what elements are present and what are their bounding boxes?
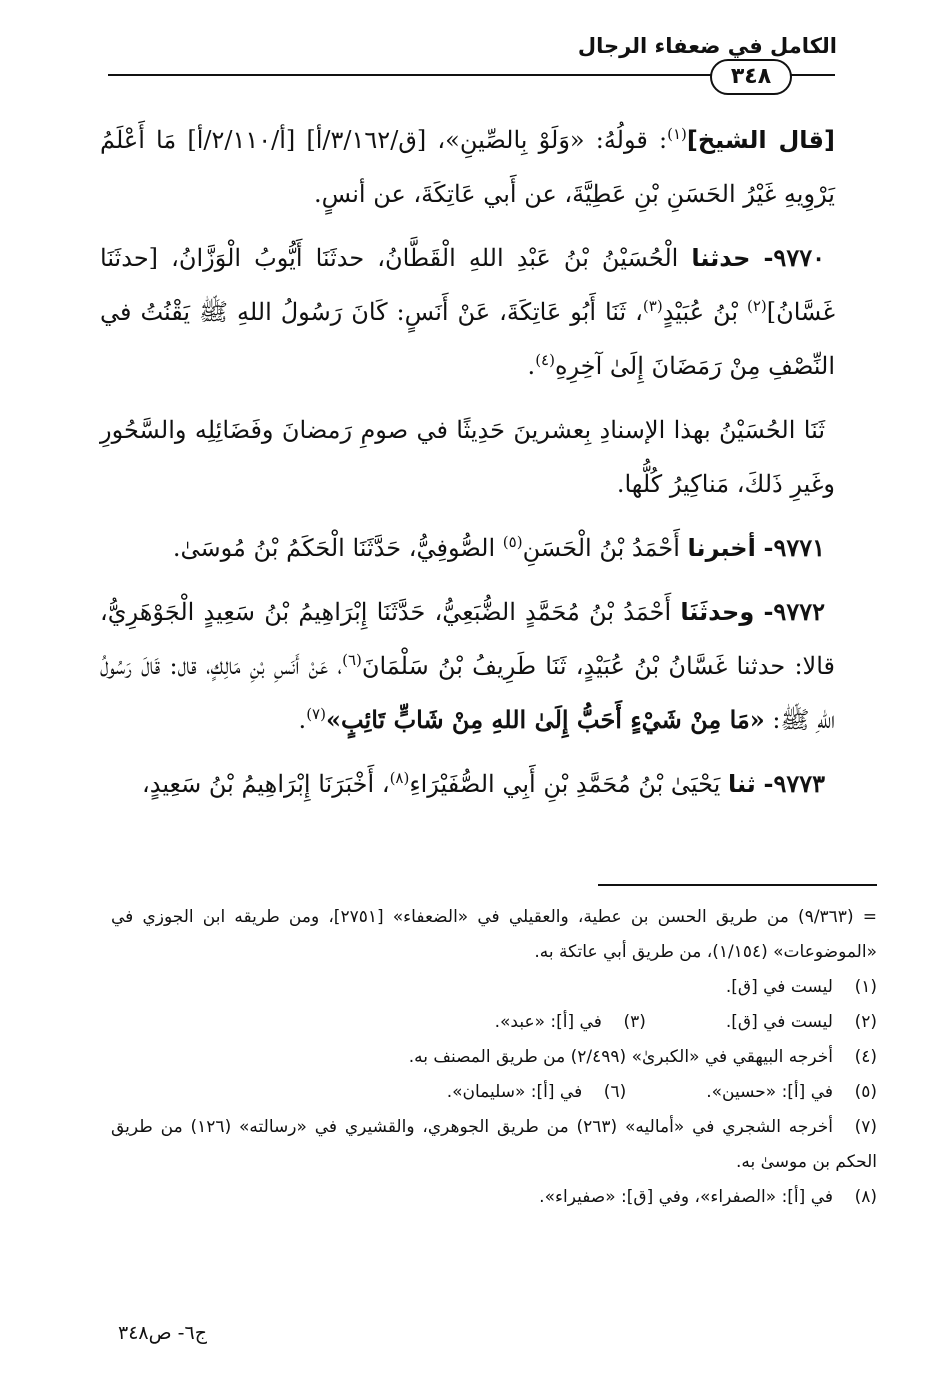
footnote-label: (٤) (854, 1047, 877, 1067)
hadith-text: الْحُسَيْنُ بْنُ عَبْدِ اللهِ الْقَطَّانُ، حدثَنَا أَيُّوبُ الْوَزَّانُ، [حدثَنَا غَسَّانُ] (100, 244, 836, 326)
footnote-label: (٥) (854, 1082, 877, 1102)
footnote-8 (111, 1180, 877, 1215)
paragraph-sheikh-comment (100, 113, 835, 221)
footnote-1 (111, 970, 877, 1005)
hadith-text: أَحْمَدُ بْنُ الْحَسَنِ (522, 534, 680, 562)
narration-keyword: ثنا (728, 770, 756, 798)
narration-keyword: حدثنا (691, 244, 751, 272)
hadith-number: ٩٧٧٢- (763, 597, 825, 626)
sheikh-lead: [قال الشيخ] (686, 126, 835, 154)
footnote-continuation: = (٩/٣٦٣) من طريق الحسن بن عطية، والعقيلي في «الضعفاء» [٢٧٥١]، ومن طريقه ابن الجوزي في «الموضوعات» (١/١٥٤)، من طريق أبي عاتكة به. (111, 907, 877, 962)
footnote-text: ليست في [ق]. (725, 1012, 833, 1032)
footnote-separator (598, 884, 877, 886)
hadith-text: ، ثَنَا أَبُو عَاتِكَةَ، عَنْ أَنَسٍ: كَانَ رَسُولُ اللهِ ﷺ يَقْنُتُ في النِّصْفِ مِنْ رَمَضَانَ إِلَىٰ آخِرِهِ (100, 298, 835, 380)
hadith-text: ، عَنْ أَنَسِ بْنِ مَالِكٍ، قال: قَالَ رَسُولُ اللهِ ﷺ: (100, 652, 835, 734)
hadith-number: ٩٧٧٣- (763, 769, 825, 798)
running-title: الكامل في ضعفاء الرجال (577, 34, 837, 58)
footnote-label: (٦) (603, 1082, 627, 1102)
paragraph-commentary (100, 403, 835, 511)
footnote-text: في [أ]: «عبد». (494, 1012, 602, 1032)
hadith-text: . (298, 706, 307, 734)
footnote-text: في [أ]: «سليمان». (446, 1082, 583, 1102)
footnote-5-6 (111, 1075, 877, 1110)
footnote-marker-8: (٨) (389, 769, 410, 787)
footnotes (111, 900, 877, 1215)
footnote-label: (١) (854, 977, 877, 997)
footnote-marker-2: (٢) (746, 297, 767, 315)
hadith-number: ٩٧٧١- (763, 533, 825, 562)
footnote-2-3 (111, 1005, 877, 1040)
hadith-text: الصُّوفِيُّ، حَدَّثَنَا الْحَكَمُ بْنُ مُوسَىٰ. (172, 534, 503, 562)
footnote-marker-4: (٤) (535, 351, 555, 369)
footnote-label: (٢) (854, 1012, 877, 1032)
narration-keyword: أخبرنا (687, 534, 756, 562)
paragraph-text: : قولُهُ: «وَلَوْ بِالصِّينِ»، [ق/٣/١٦٢/أ] [أ/٢/١١٠/أ] مَا أَعْلَمُ يَرْوِيهِ غَيْرُ الحَسَنِ بْنِ عَطِيَّةَ، عن أَبي عَاتِكَةَ، عن أنسٍ. (100, 126, 835, 208)
main-text (100, 113, 835, 821)
hadith-9772 (100, 585, 835, 747)
footnote-marker-3: (٣) (642, 297, 663, 315)
footnote-label: (٧) (854, 1117, 877, 1137)
hadith-text: . (527, 352, 536, 380)
hadith-9773 (100, 757, 835, 811)
volume-page-reference: ج٦- ص٣٤٨ (118, 1322, 207, 1344)
footnote-label: (٣) (623, 1012, 646, 1032)
footnote-text: في [أ]: «حسين». (706, 1082, 833, 1102)
hadith-9771 (100, 521, 835, 575)
footnote-7 (111, 1110, 877, 1180)
hadith-text: بْنُ عُبَيْدٍ (662, 298, 747, 326)
narration-keyword: وحدثَنَا (680, 598, 755, 626)
hadith-9770 (100, 231, 835, 393)
footnote-text: أخرجه الشجري في «أماليه» (٢٦٣) من طريق الجوهري، والقشيري في «رسالته» (١٢٦) من طريق الحكم بن موسىٰ به. (111, 1117, 877, 1172)
footnote-text: في [أ]: «الصفراء»، وفي [ق]: «صفيراء». (539, 1187, 833, 1207)
footnote-marker-6: (٦) (342, 651, 362, 669)
page-number-badge: ٣٤٨ (710, 59, 792, 95)
footnote-label: (٨) (854, 1187, 877, 1207)
hadith-text: ، أَخْبَرَنَا إِبْرَاهِيمُ بْنُ سَعِيدٍ، (141, 770, 390, 798)
footnote-text: أخرجه البيهقي في «الكبرىٰ» (٢/٤٩٩) من طريق المصنف به. (408, 1047, 833, 1067)
footnote-marker-1: (١) (667, 125, 687, 143)
hadith-text: يَحْيَىٰ بْنُ مُحَمَّدِ بْنِ أَبِي الصُّفَيْرَاءِ (409, 770, 721, 798)
footnote-marker-5: (٥) (502, 533, 523, 551)
hadith-text: أَحْمَدُ بْنُ مُحَمَّدٍ الضُّبَعِيُّ، حَدَّثَنَا إِبْرَاهِيمُ بْنُ سَعِيدٍ الْجَوْهَرِيُّ، قالا: حدثنا غَسَّانُ بْنُ عُبَيْدٍ، ثَنَا طَرِيفُ بْنُ سَلْمَانَ (100, 598, 835, 680)
prophetic-quote: «مَا مِنْ شَيْءٍ أَحَبُّ إِلَىٰ اللهِ مِنْ شَابٍّ تَائِبٍ» (325, 705, 765, 734)
hadith-number: ٩٧٧٠- (763, 243, 825, 272)
footnote-text: ليست في [ق]. (725, 977, 833, 997)
paragraph-text: ثَنَا الحُسَيْنُ بهذا الإسنادِ بِعشرينَ حَدِيثًا في صومِ رَمضانَ وفَضَائِلِه والسَّحُورِ وغَيرِ ذَلكَ، مَناكِيرُ كُلُّها. (100, 416, 835, 498)
footnote-4 (111, 1040, 877, 1075)
footnote-marker-7: (٧) (306, 705, 326, 723)
